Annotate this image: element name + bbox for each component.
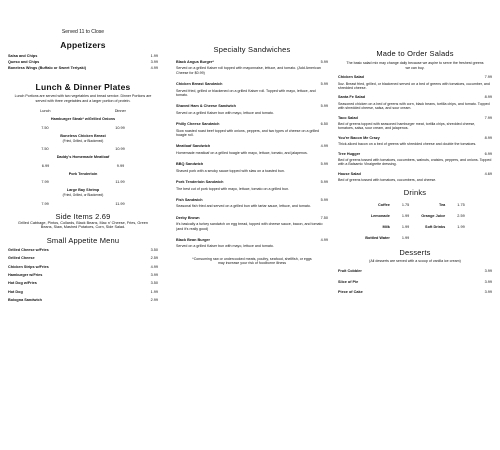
drink-name: Soft Drinks xyxy=(425,224,446,229)
item-name: House Salad xyxy=(338,171,361,176)
drink-name: Tea xyxy=(439,202,446,207)
item-name: Pork Tenderloin Sandwich xyxy=(176,180,224,185)
menu-item-header xyxy=(338,136,492,140)
small-appetite-heading: Small Appetite Menu xyxy=(46,235,120,245)
menu-item-header xyxy=(176,104,328,108)
menu-item-header xyxy=(176,60,328,64)
dinner-price: 9.99 xyxy=(116,163,125,168)
plate-prices xyxy=(8,202,158,206)
menu-item-row xyxy=(8,298,158,302)
drinks-table xyxy=(338,203,492,240)
lunch-price: 7.50 xyxy=(41,147,49,152)
menu-item-row xyxy=(8,281,158,285)
menu-item-header xyxy=(338,172,492,176)
menu-item xyxy=(338,75,492,90)
plates-heading: Lunch & Dinner Plates xyxy=(35,82,131,93)
right-column xyxy=(338,0,492,301)
menu-item-header xyxy=(176,144,328,148)
menu-item-row xyxy=(338,280,492,284)
menu-item xyxy=(338,172,492,183)
dinner-price: 11.99 xyxy=(115,201,125,206)
menu-item-header xyxy=(176,122,328,126)
menu-item-header xyxy=(338,116,492,120)
item-price: 7.99 xyxy=(484,75,492,80)
item-name: Bologna Sandwich xyxy=(8,298,42,303)
menu-item-header xyxy=(176,216,328,220)
drink-price: 1.75 xyxy=(457,202,465,207)
menu-item xyxy=(176,216,328,231)
item-description: Slow roasted roast beef topped with onions, peppers, and two types of cheese on a grilled hoagie roll. xyxy=(176,128,320,138)
item-name: Fish Sandwich xyxy=(176,197,203,202)
menu-item xyxy=(176,180,328,191)
drink-name: Lemonade xyxy=(370,213,390,218)
drink-name: Coffee xyxy=(378,202,390,207)
plates-note: Lunch Portions are served with two vegetables and bread service. Dinner Portions are served with three vegetables and a larger portion of protein. xyxy=(14,94,152,103)
item-name: Black Bean Burger xyxy=(176,237,210,242)
item-price: 3.99 xyxy=(484,269,492,274)
item-price: 6.99 xyxy=(484,151,492,156)
item-description: Served on a grilled Kaiser bun with mayo, lettuce and tomato. xyxy=(176,244,274,249)
lunch-price: 7.99 xyxy=(41,201,49,206)
drink-name: Orange Juice xyxy=(421,213,446,218)
plate-item xyxy=(8,117,158,130)
item-description: Served on a grilled Kaiser bun with mayo, lettuce and tomato. xyxy=(176,110,274,115)
item-price: 3.99 xyxy=(484,279,492,284)
item-name: Piece of Cake xyxy=(338,290,363,295)
item-name: Taco Salad xyxy=(338,115,358,120)
small-appetite-list xyxy=(8,248,158,303)
menu-item-row xyxy=(8,248,158,252)
item-name: Black Angus Burger* xyxy=(176,60,214,64)
menu-item-row xyxy=(338,269,492,273)
menu-item-header xyxy=(338,75,492,79)
menu-item-row xyxy=(8,273,158,277)
item-price: 2.99 xyxy=(150,298,158,303)
plate-name: Boneless Chicken Breast xyxy=(60,134,106,138)
item-description: Bed of greens tossed with tomatoes, cucumbers, and cheese. xyxy=(338,178,437,183)
item-name: Hot Dog w/Fries xyxy=(8,281,37,286)
plate-item xyxy=(8,134,158,151)
menu-item-row xyxy=(8,60,158,64)
dinner-price: 10.99 xyxy=(115,126,125,130)
item-name: Hamburger w/Fries xyxy=(8,272,43,277)
plate-prices xyxy=(8,126,158,130)
item-price: 7.99 xyxy=(484,115,492,120)
menu-item-header xyxy=(176,82,328,86)
plate-item xyxy=(8,155,158,168)
desserts-note: (All desserts are served with a scoop of vanilla ice cream) xyxy=(369,258,461,263)
hours-text: Served 11 to Close xyxy=(61,29,105,35)
menu-item-row xyxy=(8,256,158,260)
drink-price: 1.99 xyxy=(457,224,465,229)
salads-note: The basic salad mix may change daily because we aspire to serve the freshest greens we can buy. xyxy=(346,61,484,70)
item-name: Fruit Cobbler xyxy=(338,269,362,274)
item-name: Salsa and Chips xyxy=(8,54,38,58)
plate-prices xyxy=(8,180,158,184)
dinner-header: Dinner xyxy=(114,109,126,114)
plate-name: Daddy's Homemade Meatloaf xyxy=(56,155,110,160)
item-price: 6.50 xyxy=(320,122,328,127)
drink-price: 1.99 xyxy=(401,235,410,240)
item-price: 7.50 xyxy=(320,215,328,220)
item-name: Grilled Cheese w/Fries xyxy=(8,247,49,252)
item-name: Santa Fe Salad xyxy=(338,95,366,100)
item-price: 4.99 xyxy=(320,237,328,242)
menu-item xyxy=(176,162,328,173)
drink-price: 1.99 xyxy=(401,213,410,218)
drinks-heading: Drinks xyxy=(403,187,427,197)
menu-item-header xyxy=(176,162,328,166)
item-description: Served on a grilled Kaiser roll topped with mayonnaise, lettuce, and tomato. (Add American Cheese for $0.99) xyxy=(176,66,321,75)
menu-item-header xyxy=(176,238,328,242)
plates-list xyxy=(8,117,158,205)
item-price: 3.99 xyxy=(484,290,492,295)
item-description: Bed of greens topped with seasoned hamburger meat, tortilla chips, shredded cheese, tomatoes, salsa, sour cream, and jalapenos. xyxy=(338,122,476,131)
item-name: Chicken Breast Sandwich xyxy=(176,82,223,87)
item-name: Shaved Ham & Cheese Sandwich xyxy=(176,104,236,109)
plate-name: Hamburger Steak* w/Grilled Onions xyxy=(50,117,116,122)
item-description: Seasonal fish fried and served on a grilled bun with tartar sauce, lettuce, and tomato. xyxy=(176,204,311,209)
menu-item xyxy=(176,238,328,249)
menu-item xyxy=(338,95,492,110)
item-name: BBQ Sandwich xyxy=(176,162,204,167)
menu-item-row xyxy=(338,290,492,294)
empty-cell xyxy=(457,236,464,240)
lunch-price: 7.50 xyxy=(41,126,49,130)
food-safety-footnote: *Consuming raw or undercooked meats, poultry, seafood, shellfish, or eggs may increase your risk of foodborne illness xyxy=(192,256,312,266)
item-name: Grilled Cheese xyxy=(8,256,35,261)
item-price: 5.99 xyxy=(320,82,328,87)
plate-prices xyxy=(8,147,158,151)
menu-item-header xyxy=(338,152,492,156)
item-price: 5.99 xyxy=(320,104,328,109)
item-name: Tree Hugger xyxy=(338,151,361,156)
drink-price: 1.75 xyxy=(401,202,410,207)
salads-heading: Made to Order Salads xyxy=(376,49,454,58)
menu-item xyxy=(176,104,328,115)
plate-item xyxy=(8,172,158,185)
menu-item xyxy=(176,60,328,75)
item-price: 4.99 xyxy=(150,65,158,70)
sides-heading: Side Items 2.69 xyxy=(55,211,111,221)
drink-price: 1.99 xyxy=(401,224,410,229)
lunch-price: 6.99 xyxy=(41,163,50,168)
menu-item xyxy=(176,82,328,97)
dinner-price: 11.99 xyxy=(115,180,125,185)
item-description: Shaved pork with a smoky sauce topped with slaw on a toasted bun. xyxy=(176,168,285,173)
drink-price: 2.59 xyxy=(457,213,465,218)
item-description: Thick-sliced bacon on a bed of greens with shredded cheese and double the tomatoes. xyxy=(338,142,477,147)
item-name: Meatloaf Sandwich xyxy=(176,144,211,149)
item-description: 5oz. Breast fried, grilled, or blackened served on a bed of greens with tomatoes, cucumber, and shredded cheese. xyxy=(338,81,490,90)
item-price: 8.99 xyxy=(484,135,492,140)
item-price: 5.99 xyxy=(320,180,328,185)
sandwiches-list xyxy=(176,60,328,249)
item-description: Bed of greens tossed with tomatoes, cucumbers, walnuts, craisins, peppers, and onions. Topped with a Balsamic Vinaigrette dressing. xyxy=(338,158,492,167)
item-price: 3.99 xyxy=(150,272,158,277)
item-name: Derby Brown xyxy=(176,215,200,220)
plate-name: Large Bay Shrimp xyxy=(66,188,100,193)
item-price: 5.99 xyxy=(320,162,328,167)
menu-item xyxy=(338,136,492,147)
lunch-header: Lunch xyxy=(40,109,51,114)
item-name: Chicken Salad xyxy=(338,75,364,80)
plate-item xyxy=(8,188,158,205)
dinner-price: 10.99 xyxy=(115,147,125,152)
item-price: 1.99 xyxy=(150,54,158,58)
item-name: You're Bacon Me Crazy xyxy=(338,135,380,140)
menu-item xyxy=(176,144,328,155)
plates-column-headers xyxy=(8,109,158,113)
item-price: 3.50 xyxy=(150,247,158,252)
menu-item xyxy=(338,152,492,167)
menu-item xyxy=(176,122,328,137)
desserts-list xyxy=(338,269,492,294)
plate-options: (Fried, Grilled, or Blackened) xyxy=(62,192,104,197)
item-name: Chicken Strips w/Fries xyxy=(8,264,49,269)
desserts-heading: Desserts xyxy=(399,247,431,257)
item-price: 5.99 xyxy=(320,60,328,64)
menu-item-row xyxy=(8,265,158,269)
item-name: Queso and Chips xyxy=(8,59,40,64)
middle-column xyxy=(176,0,328,266)
item-name: Hot Dog xyxy=(8,289,23,294)
menu-item xyxy=(338,116,492,131)
appetizers-heading: Appetizers xyxy=(60,40,106,50)
menu-item-header xyxy=(338,95,492,99)
item-price: 4.99 xyxy=(150,264,158,269)
menu-item-header xyxy=(176,198,328,202)
item-description: The best cut of pork topped with mayo, lettuce, tomato on a grilled bun. xyxy=(176,186,290,191)
sandwiches-heading: Specialty Sandwiches xyxy=(213,45,291,54)
item-price: 8.99 xyxy=(484,95,492,100)
item-name: Boneless Wings (Buffalo or Sweet Teriyaki) xyxy=(8,65,86,70)
appetizers-list xyxy=(8,54,158,70)
plate-prices xyxy=(8,164,158,168)
item-description: Served fried, grilled or blackened on a grilled Kaiser roll. Topped with mayo, lettuce, and tomato. xyxy=(176,88,316,98)
item-price: 5.99 xyxy=(320,197,328,202)
item-name: Slice of Pie xyxy=(338,279,359,284)
item-price: 4.69 xyxy=(484,171,492,176)
drink-name: Milk xyxy=(382,224,390,229)
item-price: 1.99 xyxy=(150,289,158,294)
item-price: 2.59 xyxy=(150,256,158,261)
salads-list xyxy=(338,75,492,183)
sides-text: Grilled Cabbage, Pintos, Collards, Black Beans, Mac n' Cheese, Fries, Green Beans, Slaw, Mashed Potatoes, Corn, Side Salad. xyxy=(18,220,148,230)
lunch-price: 7.99 xyxy=(41,180,49,185)
item-price: 3.50 xyxy=(150,281,158,286)
menu-item-header xyxy=(176,180,328,184)
drink-name: Bottled Water xyxy=(365,235,390,240)
menu-item-row xyxy=(8,290,158,294)
plate-name: Pork Tenderloin xyxy=(68,171,98,176)
menu-item-row xyxy=(8,54,158,58)
item-price: 3.99 xyxy=(150,59,158,64)
item-description: Homemade meatloaf on a grilled hoagie with mayo, lettuce, tomato, and jalapenos. xyxy=(176,150,308,155)
item-description: Seasoned chicken on a bed of greens with corn, black beans, tortilla chips, and tomato. Topped with shredded cheese, salsa, and sour cream. xyxy=(338,101,490,111)
item-name: Philly Cheese Sandwich xyxy=(176,122,220,127)
plate-options: (Fried, Grilled, or Blackened) xyxy=(62,138,104,143)
empty-cell xyxy=(421,236,445,240)
menu-item-row xyxy=(8,66,158,70)
item-description: It's basically a turkey sandwich on egg bread, topped with cheese sauce, bacon, and tomato (and it's really good) xyxy=(176,222,323,231)
left-column xyxy=(8,0,158,307)
menu-item xyxy=(176,198,328,209)
item-price: 4.99 xyxy=(320,144,328,149)
